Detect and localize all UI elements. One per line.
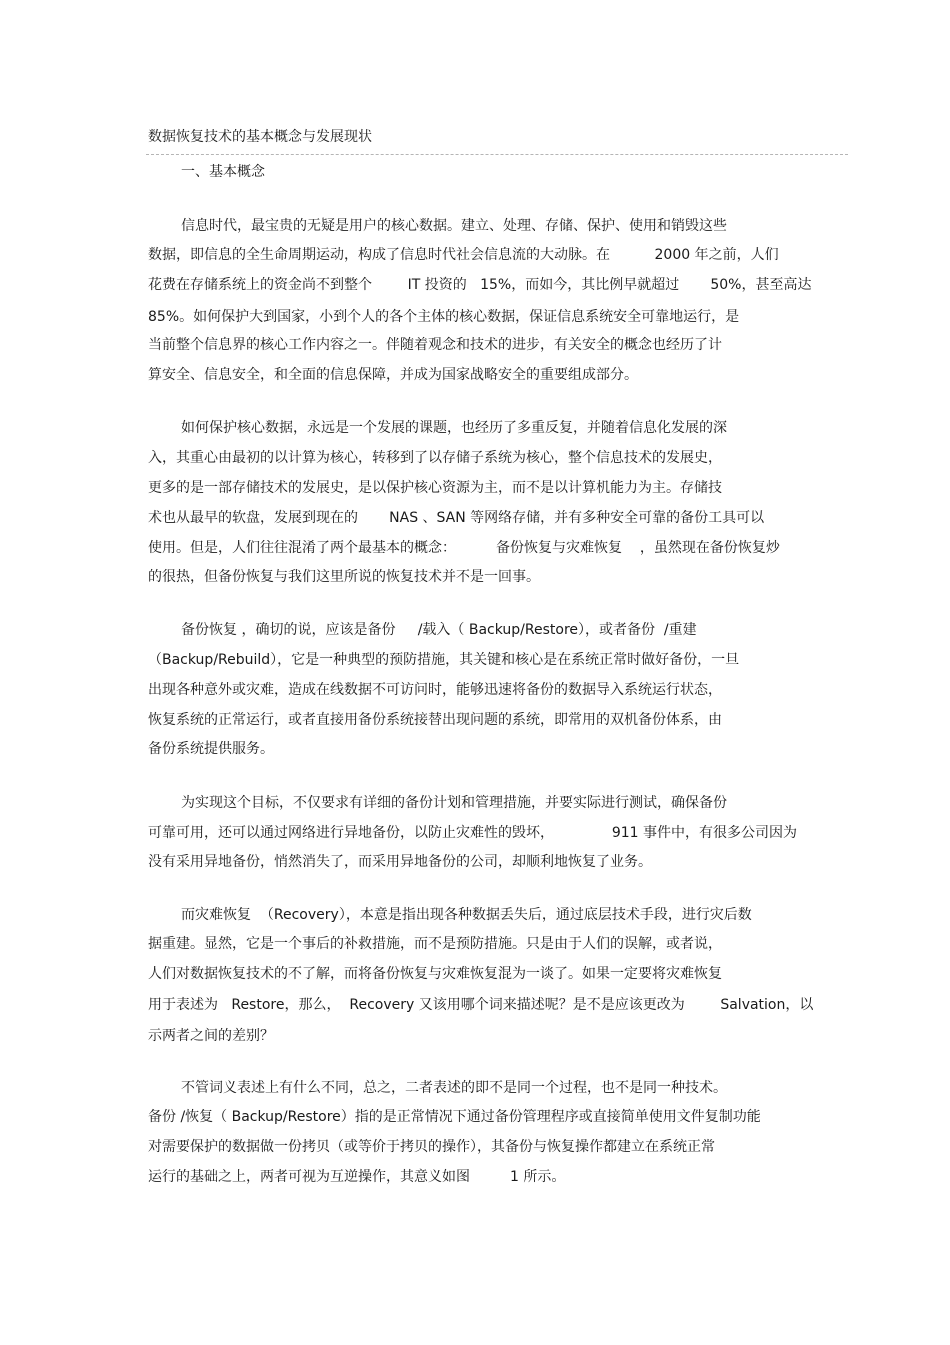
paragraph-line: 数据，即信息的全生命周期运动，构成了信息时代社会信息流的大动脉。在 2000 年之前，人们	[148, 247, 779, 263]
paragraph-line: 对需要保护的数据做一份拷贝（或等价于拷贝的操作），其备份与恢复操作都建立在系统正常	[148, 1139, 715, 1155]
paragraph-line: 恢复系统的正常运行，或者直接用备份系统接替出现问题的系统，即常用的双机备份体系，由	[148, 712, 722, 728]
paragraph-line: 为实现这个目标，不仅要求有详细的备份计划和管理措施，并要实际进行测试，确保备份	[181, 795, 727, 811]
paragraph-line: 据重建。显然，它是一个事后的补救措施，而不是预防措施。只是由于人们的误解，或者说，	[148, 936, 722, 952]
paragraph-line: 备份 /恢复（ Backup/Restore）指的是正常情况下通过备份管理程序或直接简单使用文件复制功能	[148, 1109, 761, 1125]
paragraph-line: 的很热，但备份恢复与我们这里所说的恢复技术并不是一回事。	[148, 569, 540, 585]
paragraph-line: 算安全、信息安全，和全面的信息保障，并成为国家战略安全的重要组成部分。	[148, 367, 638, 383]
paragraph-line: 85%。如何保护大到国家，小到个人的各个主体的核心数据，保证信息系统安全可靠地运行，是	[148, 309, 740, 325]
paragraph-line: 花费在存储系统上的资金尚不到整个 IT 投资的 15%，而如今，其比例早就超过 50%，甚至高达	[148, 277, 812, 293]
paragraph-line: 运行的基础之上，两者可视为互逆操作，其意义如图 1 所示。	[148, 1169, 566, 1185]
paragraph-line: 更多的是一部存储技术的发展史，是以保护核心资源为主，而不是以计算机能力为主。存储技	[148, 480, 722, 496]
paragraph-line: 可靠可用，还可以通过网络进行异地备份，以防止灾难性的毁坏， 911 事件中，有很多公司因为	[148, 825, 798, 841]
paragraph-line: 当前整个信息界的核心工作内容之一。伴随着观念和技术的进步，有关安全的概念也经历了计	[148, 337, 722, 353]
paragraph-line: 如何保护核心数据，永远是一个发展的课题，也经历了多重反复，并随着信息化发展的深	[181, 420, 727, 436]
paragraph-line: 没有采用异地备份，悄然消失了，而采用异地备份的公司，却顺利地恢复了业务。	[148, 854, 652, 870]
document-title: 数据恢复技术的基本概念与发展现状	[148, 129, 372, 145]
paragraph-line: 信息时代，最宝贵的无疑是用户的核心数据。建立、处理、存储、保护、使用和销毁这些	[181, 218, 727, 234]
paragraph-line: 使用。但是，人们往往混淆了两个最基本的概念： 备份恢复与灾难恢复 ，虽然现在备份恢复炒	[148, 540, 780, 556]
title-divider	[146, 154, 848, 155]
paragraph-line: 术也从最早的软盘，发展到现在的 NAS 、SAN 等网络存储，并有多种安全可靠的备份工具可以	[148, 510, 765, 526]
paragraph-line: 人们对数据恢复技术的不了解，而将备份恢复与灾难恢复混为一谈了。如果一定要将灾难恢复	[148, 966, 722, 982]
paragraph-line: 备份系统提供服务。	[148, 741, 274, 757]
paragraph-line: （Backup/Rebuild），它是一种典型的预防措施，其关键和核心是在系统正常时做好备份，一旦	[148, 652, 740, 668]
paragraph-line: 而灾难恢复 （Recovery），本意是指出现各种数据丢失后，通过底层技术手段，进行灾后数	[181, 907, 752, 923]
paragraph-line: 入，其重心由最初的以计算为核心，转移到了以存储子系统为核心，整个信息技术的发展史，	[148, 450, 722, 466]
paragraph-line: 备份恢复 ，确切的说，应该是备份 /载入（ Backup/Restore），或者备份 /重建	[181, 622, 697, 638]
paragraph-line: 示两者之间的差别？	[148, 1028, 274, 1044]
section-heading: 一、基本概念	[181, 164, 265, 180]
paragraph-line: 用于表述为 Restore，那么， Recovery 又该用哪个词来描述呢？是不是应该更改为 Salvation，以	[148, 997, 814, 1013]
paragraph-line: 出现各种意外或灾难，造成在线数据不可访问时，能够迅速将备份的数据导入系统运行状态，	[148, 682, 722, 698]
paragraph-line: 不管词义表述上有什么不同，总之，二者表述的即不是同一个过程，也不是同一种技术。	[181, 1080, 727, 1096]
